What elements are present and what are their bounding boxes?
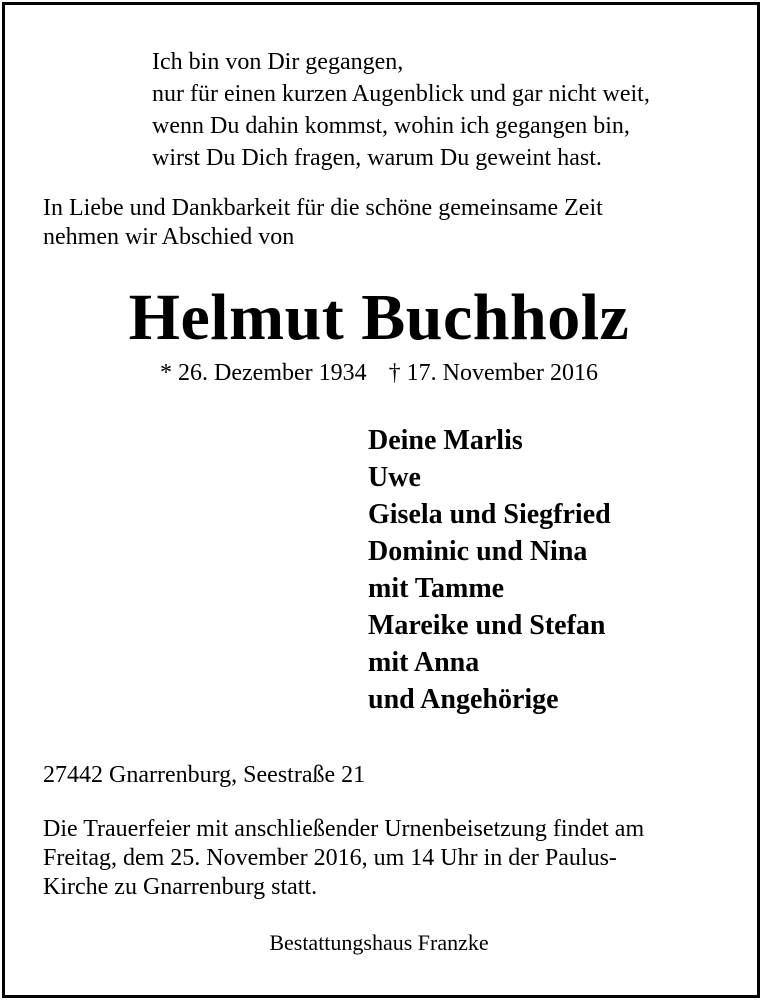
intro-text — [43, 194, 603, 252]
mourner: mit Tamme — [368, 573, 505, 604]
death-date: † 17. November 2016 — [388, 360, 598, 386]
mourner: Gisela und Siegfried — [368, 499, 611, 530]
poem-line: Ich bin von Dir gegangen, — [152, 49, 404, 75]
mourners-list — [368, 422, 611, 718]
life-dates — [0, 357, 758, 389]
mourner: Uwe — [368, 462, 421, 493]
address: 27442 Gnarrenburg, Seestraße 21 — [43, 762, 366, 788]
ceremony-line: Freitag, dem 25. November 2016, um 14 Uhr in der Paulus- — [43, 845, 617, 871]
ceremony-line: Kirche zu Gnarrenburg statt. — [43, 874, 318, 900]
mourner: und Angehörige — [368, 684, 559, 715]
mourner: mit Anna — [368, 647, 480, 678]
mourner: Dominic und Nina — [368, 536, 588, 567]
poem-line: nur für einen kurzen Augenblick und gar nicht weit, — [152, 81, 650, 107]
mourner: Mareike und Stefan — [368, 610, 606, 641]
poem — [152, 46, 650, 174]
intro-line: In Liebe und Dankbarkeit für die schöne gemeinsame Zeit — [43, 195, 603, 221]
birth-date: * 26. Dezember 1934 — [160, 360, 367, 386]
ceremony-info — [43, 815, 644, 902]
mourner: Deine Marlis — [368, 425, 523, 456]
poem-line: wenn Du dahin kommst, wohin ich gegangen bin, — [152, 113, 630, 139]
funeral-home: Bestattungshaus Franzke — [269, 930, 489, 955]
intro-line: nehmen wir Abschied von — [43, 224, 295, 250]
deceased-name: Helmut Buchholz — [128, 281, 630, 354]
poem-line: wirst Du Dich fragen, warum Du geweint hast. — [152, 145, 602, 171]
ceremony-line: Die Trauerfeier mit anschließender Urnenbeisetzung findet am — [43, 816, 645, 842]
